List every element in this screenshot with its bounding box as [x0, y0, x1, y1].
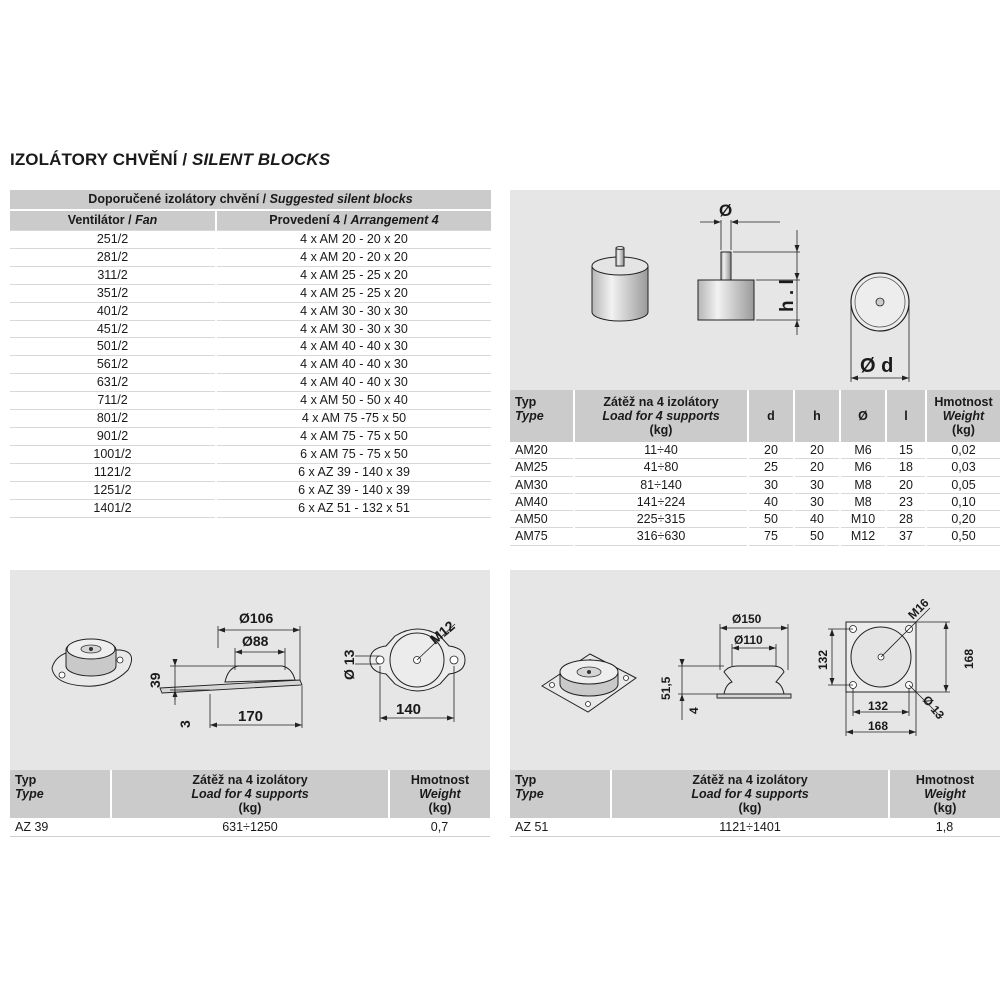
col-type-header: Typ Type: [510, 770, 611, 818]
table-row: 631/2 4 x AM 40 - 40 x 30: [10, 374, 491, 392]
col-weight-header: Hmotnost Weight (kg): [389, 770, 490, 818]
am-drawing: [510, 190, 1000, 390]
am-spec-table: [510, 390, 1000, 546]
az39-drawing-panel: [10, 570, 490, 770]
dim-d13-az51: Ø 13: [919, 692, 948, 722]
table-row: 401/2 4 x AM 30 - 30 x 30: [10, 302, 491, 320]
table-row: AZ 51 1121÷1401 1,8: [510, 818, 1000, 837]
dim-d13: Ø 13: [341, 649, 357, 680]
table-row: 251/2 4 x AM 20 - 20 x 20: [10, 231, 491, 249]
col-l-header: l: [886, 390, 926, 442]
dim-d110: Ø110: [734, 633, 763, 647]
title-en: SILENT BLOCKS: [192, 150, 331, 169]
table-row: 351/2 4 x AM 25 - 25 x 20: [10, 284, 491, 302]
dim-d88: Ø88: [242, 633, 269, 649]
az51-top-view: [816, 595, 976, 736]
dim-d150: Ø150: [732, 612, 762, 626]
col-type-header: Typ Type: [10, 770, 111, 818]
am-top-view: [851, 273, 909, 382]
az51-3d-shape: [542, 654, 636, 712]
table-row: AM40 141÷224 40 30 M8 23 0,10: [510, 493, 1000, 510]
az51-side-view: [659, 612, 791, 720]
table-row: 311/2 4 x AM 25 - 25 x 20: [10, 266, 491, 284]
table-row: 711/2 4 x AM 50 - 50 x 40: [10, 392, 491, 410]
col-arrangement-header: Provedení 4 / Arrangement 4: [216, 210, 491, 231]
az39-top-view: [341, 617, 465, 722]
table-row: 281/2 4 x AM 20 - 20 x 20: [10, 248, 491, 266]
az39-3d-shape: [52, 639, 132, 686]
table-row: 1121/2 6 x AZ 39 - 140 x 39: [10, 463, 491, 481]
am-side-view: [698, 201, 800, 335]
am-3d-shape: [592, 247, 648, 322]
col-type-header: Typ Type: [510, 390, 574, 442]
page-title: [10, 150, 330, 170]
table-row: 1251/2 6 x AZ 39 - 140 x 39: [10, 481, 491, 499]
table-row: 1401/2 6 x AZ 51 - 132 x 51: [10, 499, 491, 517]
col-load-header: Zátěž na 4 izolátory Load for 4 supports (kg): [611, 770, 889, 818]
table-row: 501/2 4 x AM 40 - 40 x 30: [10, 338, 491, 356]
col-dia-header: Ø: [840, 390, 886, 442]
table-row: 451/2 4 x AM 30 - 30 x 30: [10, 320, 491, 338]
dim-h39: 39: [147, 672, 163, 688]
az51-drawing-panel: [510, 570, 1000, 770]
az39-spec-table: [10, 770, 490, 837]
dim-w168: 168: [868, 719, 889, 733]
az51-drawing: [510, 570, 1000, 770]
suggested-blocks-table: [10, 190, 491, 518]
col-weight-header: Hmotnost Weight (kg): [889, 770, 1000, 818]
col-d-header: d: [748, 390, 794, 442]
am-drawing-panel: [510, 190, 1000, 390]
col-fan-header: Ventilátor / Fan: [10, 210, 216, 231]
dim-dia-top: Ø: [719, 201, 733, 220]
table-row: 801/2 4 x AM 75 -75 x 50: [10, 410, 491, 428]
table-row: AM25 41÷80 25 20 M6 18 0,03: [510, 459, 1000, 476]
az39-drawing: [10, 570, 490, 770]
table-row: 1001/2 6 x AM 75 - 75 x 50: [10, 445, 491, 463]
dim-h4: 4: [687, 707, 701, 714]
table-row: AM20 11÷40 20 20 M6 15 0,02: [510, 442, 1000, 459]
dim-v132: 132: [816, 649, 830, 670]
dim-w132: 132: [868, 699, 889, 713]
dim-d106: Ø106: [239, 610, 274, 626]
az39-side-view: [147, 610, 302, 728]
title-cz: IZOLÁTORY CHVĚNÍ /: [10, 150, 192, 169]
dim-m12: M12: [426, 617, 458, 648]
dim-v168: 168: [962, 648, 976, 669]
suggested-header: Doporučené izolátory chvění / Suggested silent blocks: [10, 190, 491, 210]
dim-h515: 51,5: [659, 676, 673, 700]
dim-w140: 140: [396, 701, 422, 718]
dim-w170: 170: [238, 708, 264, 725]
az51-spec-table: [510, 770, 1000, 837]
col-load-header: Zátěž na 4 izolátory Load for 4 supports (kg): [574, 390, 748, 442]
dim-h-l: h . l: [777, 279, 798, 312]
dim-h3: 3: [177, 720, 193, 728]
table-row: AM50 225÷315 50 40 M10 28 0,20: [510, 511, 1000, 528]
col-weight-header: Hmotnost Weight (kg): [926, 390, 1000, 442]
dim-dia-d: Ø d: [860, 355, 894, 377]
table-row: AM75 316÷630 75 50 M12 37 0,50: [510, 528, 1000, 545]
col-h-header: h: [794, 390, 840, 442]
table-row: 901/2 4 x AM 75 - 75 x 50: [10, 427, 491, 445]
dim-m16: M16: [905, 595, 932, 623]
table-row: 561/2 4 x AM 40 - 40 x 30: [10, 356, 491, 374]
table-row: AM30 81÷140 30 30 M8 20 0,05: [510, 476, 1000, 493]
col-load-header: Zátěž na 4 izolátory Load for 4 supports (kg): [111, 770, 389, 818]
table-row: AZ 39 631÷1250 0,7: [10, 818, 490, 837]
